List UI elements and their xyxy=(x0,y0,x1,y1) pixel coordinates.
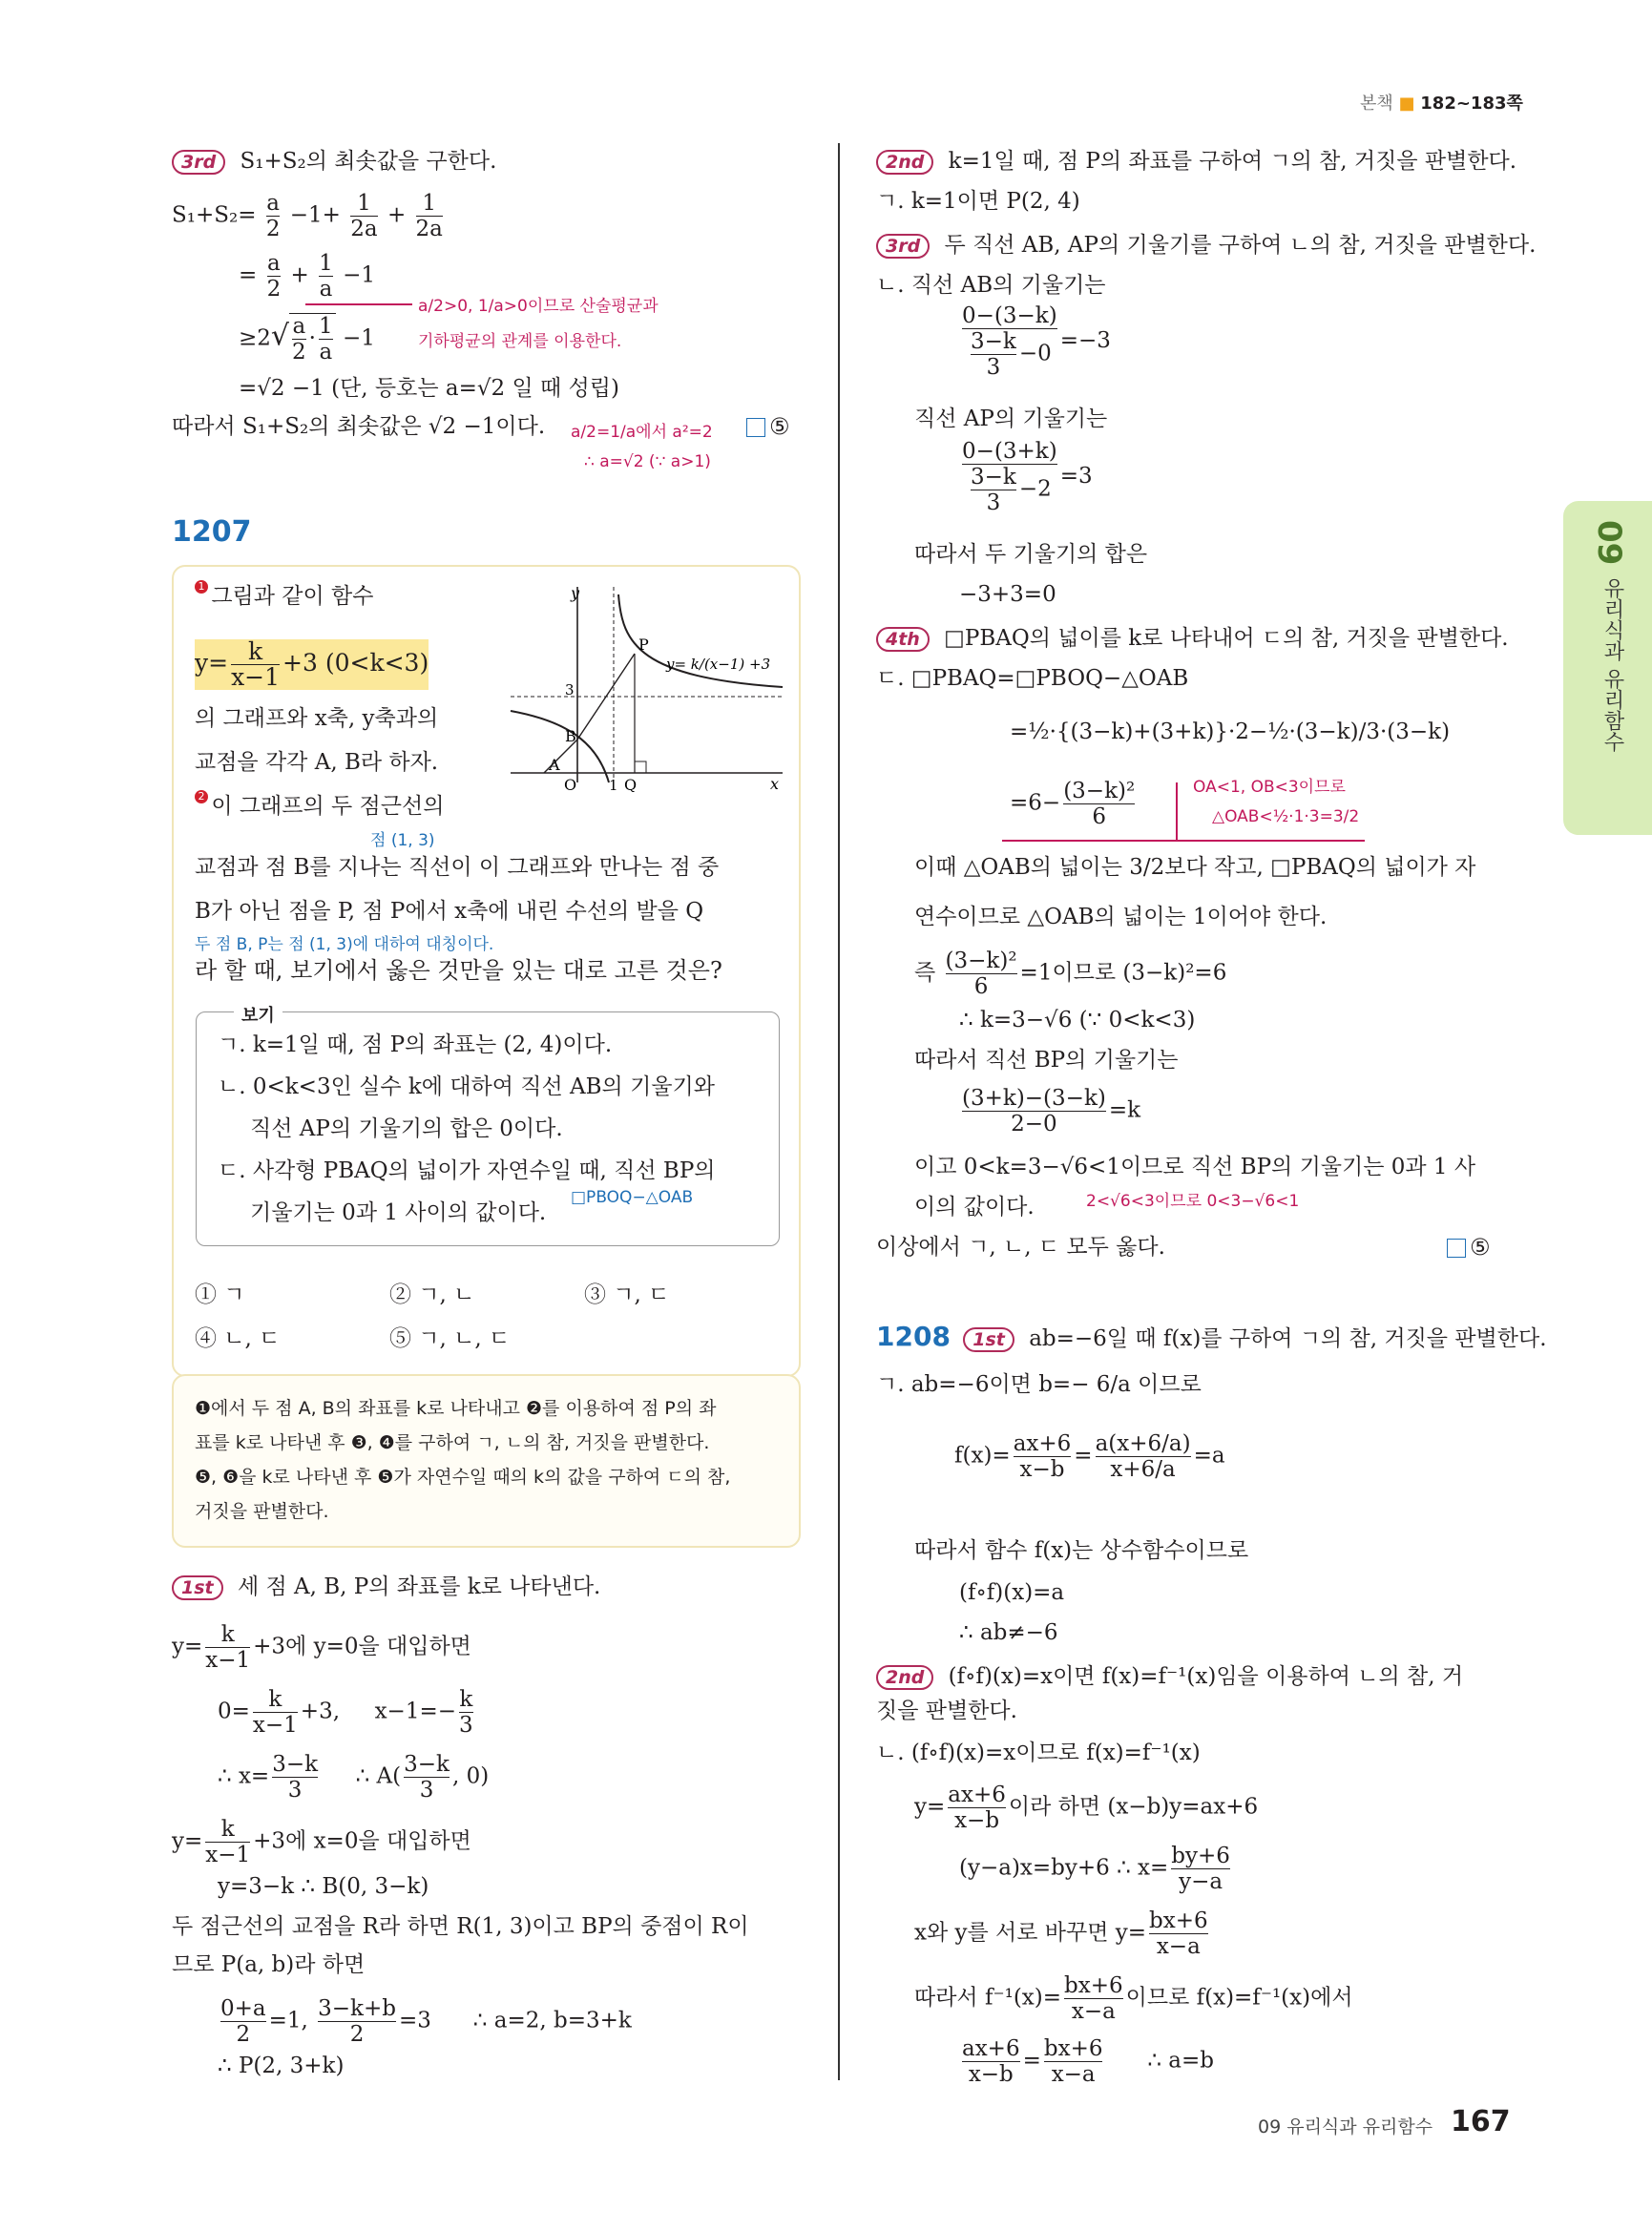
graph-b-label: B xyxy=(565,727,576,745)
answer-mark xyxy=(746,410,790,443)
sol-line-5: y=3−k ∴ B(0, 3−k) xyxy=(218,1874,429,1899)
fraction: $\frac{1}{a}$ xyxy=(319,251,333,302)
fraction: $\frac{3-k}{3}$ xyxy=(970,329,1016,380)
sol-text: =3 xyxy=(399,2008,431,2033)
bogi-item-2: ㄴ. 0<k<3인 실수 k에 대하여 직선 AB의 기울기와 xyxy=(218,1074,715,1099)
step-2nd-1208 xyxy=(876,1660,1463,1693)
fraction: $\frac{k}{3}$ xyxy=(459,1687,473,1738)
page-range-header: 본책 ■ 182~183쪽 xyxy=(1360,94,1523,114)
note-eq-2: ∴ a=√2 (∵ a>1) xyxy=(584,452,711,471)
right-text: = xyxy=(1074,1443,1093,1469)
sol-text: ∴ x= xyxy=(218,1763,270,1789)
right-line-11: 이때 △OAB의 넓이는 3/2보다 작고, □PBAQ의 넓이가 자 xyxy=(914,855,1476,880)
right-q11 xyxy=(959,2036,1214,2087)
bogi-item-3: 직선 AP의 기울기의 합은 0이다. xyxy=(250,1116,563,1141)
step-title: ab=−6일 때 f(x)를 구하여 ㄱ의 참, 거짓을 판별한다. xyxy=(1029,1326,1547,1351)
step-badge: 3rd xyxy=(876,234,930,259)
note-area-2: △OAB<½·1·3=3/2 xyxy=(1212,807,1360,826)
sol-line-8 xyxy=(218,1996,632,2047)
fraction: $\frac{0+a}{2}$ xyxy=(220,1996,266,2047)
chapter-tab xyxy=(1563,501,1652,835)
eq-text: + xyxy=(290,262,309,288)
right-text: = xyxy=(1022,2048,1041,2074)
fraction: $\frac{3-k+b}{2}$ xyxy=(318,1996,396,2047)
problem-line-4: 교점을 각각 A, B라 하자. xyxy=(195,750,439,775)
fraction: 0−(3−k) $\frac{3-k}{3}$ −0 xyxy=(962,303,1057,380)
eq-text: = xyxy=(239,262,258,288)
fraction: $\frac{a}{2}$ xyxy=(292,314,306,365)
choice-1[interactable]: ① ㄱ xyxy=(195,1282,245,1307)
eq-text: ≥2 xyxy=(239,325,271,351)
right-line-14: ∴ k=3−√6 (∵ 0<k<3) xyxy=(959,1008,1196,1032)
right-line-9: =½·{(3−k)+(3+k)}·2−½·(3−k)/3·(3−k) xyxy=(1010,719,1451,744)
marker-2: 2 xyxy=(195,790,208,803)
fraction: 0−(3+k) $\frac{3-k}{3}$ −2 xyxy=(962,439,1057,515)
eq-text: + xyxy=(387,202,407,228)
right-text: y= xyxy=(914,1794,946,1820)
right-text: 즉 xyxy=(914,960,936,986)
sol-text: , 0) xyxy=(451,1763,490,1789)
eq-line-1 xyxy=(172,191,446,241)
graph-p-label: P xyxy=(638,636,649,654)
problem-line-2: y= $\frac{k}{x-1}$ +3 (0<k<3) xyxy=(195,637,429,691)
step-2nd-right xyxy=(876,145,1516,177)
chapter-tab-title: 유리식과 유리함수 xyxy=(1600,577,1624,752)
right-q8 xyxy=(959,1844,1233,1894)
right-text: =k xyxy=(1108,1097,1141,1123)
eq-text: −1 xyxy=(343,262,375,288)
fraction: $\frac{3-k}{3}$ xyxy=(404,1752,450,1803)
graph-three-label: 3 xyxy=(565,681,575,698)
right-text: =a xyxy=(1193,1443,1225,1469)
right-text: =6− xyxy=(1010,790,1061,816)
fraction: $\frac{bx+6}{x-a}$ xyxy=(1043,2036,1103,2087)
step-4th-right xyxy=(876,622,1509,655)
bogi-label: 보기 xyxy=(234,1002,282,1027)
fraction: $\frac{\text{(3−k)²}}{6}$ xyxy=(945,949,1017,999)
sol-text: 0= xyxy=(218,1699,250,1724)
right-q5: ∴ ab≠−6 xyxy=(959,1620,1058,1645)
fraction: $\frac{\text{(3−k)²}}{6}$ xyxy=(1063,779,1136,829)
step-3rd-right xyxy=(876,229,1536,261)
fraction: $\frac{k}{x-1}$ xyxy=(252,1687,298,1738)
problem-line-6: 교점과 점 B를 지나는 직선이 이 그래프와 만나는 점 중 xyxy=(195,855,720,880)
step-title: S₁+S₂의 최솟값을 구한다. xyxy=(240,149,497,174)
choice-2[interactable]: ② ㄱ, ㄴ xyxy=(389,1282,475,1307)
step-badge: 1st xyxy=(963,1327,1014,1352)
problem-1208-header xyxy=(876,1321,1547,1355)
strategy-line: 표를 k로 나타낸 후 ❸, ❹를 구하여 ㄱ, ㄴ의 참, 거짓을 판별한다. xyxy=(195,1432,710,1453)
right-q1: ㄱ. ab=−6이면 b=− 6/a 이므로 xyxy=(876,1372,1202,1397)
choice-4[interactable]: ④ ㄴ, ㄷ xyxy=(195,1326,281,1351)
hint-area: □PBOQ−△OAB xyxy=(571,1188,694,1207)
fraction: $\frac{by+6}{y-a}$ xyxy=(1171,1844,1230,1894)
right-line-13 xyxy=(914,949,1226,999)
right-text: =−3 xyxy=(1059,328,1111,353)
problem-line-3: 의 그래프와 x축, y축과의 xyxy=(195,706,439,731)
slope-bp xyxy=(959,1086,1140,1136)
right-text: 이라 하면 (x−b)y=ax+6 xyxy=(1008,1794,1259,1820)
function-graph xyxy=(506,577,792,792)
graph-y-label: y xyxy=(571,584,580,602)
sol-text: +3에 x=0을 대입하면 xyxy=(253,1828,471,1854)
step-3rd-left xyxy=(172,145,496,177)
right-q10 xyxy=(914,1973,1353,2024)
right-text: 따라서 f⁻¹(x)= xyxy=(914,1985,1062,2011)
fraction: $\frac{k}{x-1}$ xyxy=(231,637,281,691)
choice-5[interactable]: ⑤ ㄱ, ㄴ, ㄷ xyxy=(389,1326,511,1351)
right-text: f(x)= xyxy=(954,1443,1011,1469)
header-book: 본책 xyxy=(1360,94,1393,114)
column-divider xyxy=(838,143,840,2080)
bogi-item-5: 기울기는 0과 1 사이의 값이다. xyxy=(250,1200,547,1225)
note-eq-1: a/2=1/a에서 a²=2 xyxy=(571,423,713,442)
note-am-gm-2: 기하평균의 관계를 이용한다. xyxy=(418,332,622,351)
right-line-4: 직선 AP의 기울기는 xyxy=(914,407,1108,431)
note-bracket xyxy=(1176,782,1178,840)
eq-text: S₁+S₂= xyxy=(172,202,257,228)
fraction: $\frac{bx+6}{x-a}$ xyxy=(1064,1973,1123,2024)
sol-text: =1, xyxy=(268,2008,308,2033)
right-q4: (f∘f)(x)=a xyxy=(959,1580,1065,1605)
graph-function-label: y= k/(x−1) +3 xyxy=(666,656,771,673)
right-text: =1이므로 (3−k)²=6 xyxy=(1019,960,1227,986)
sol-text: ∴ a=2, b=3+k xyxy=(472,2008,632,2033)
right-text: (y−a)x=by+6 ∴ x= xyxy=(959,1855,1169,1881)
fraction: $\frac{ax+6}{x-b}$ xyxy=(962,2036,1020,2087)
sol-line-2 xyxy=(218,1687,476,1738)
eq-text: −1 xyxy=(342,325,375,351)
sol-line-9: ∴ P(2, 3+k) xyxy=(218,2054,345,2078)
right-text: ∴ a=b xyxy=(1147,2048,1215,2074)
problem-line-5 xyxy=(195,790,444,823)
right-line-15: 따라서 직선 BP의 기울기는 xyxy=(914,1048,1179,1073)
right-line-2: ㄴ. 직선 AB의 기울기는 xyxy=(876,273,1106,298)
right-q2 xyxy=(954,1431,1225,1482)
strategy-line: ❺, ❻을 k로 나타낸 후 ❺가 자연수일 때의 k의 값을 구하여 ㄷ의 참, xyxy=(195,1467,731,1488)
right-line-18: 이의 값이다. xyxy=(914,1195,1035,1220)
graph-x-label: x xyxy=(770,775,780,792)
note-sqrt6: 2<√6<3이므로 0<3−√6<1 xyxy=(1086,1192,1300,1211)
graph-one-label: 1 xyxy=(609,777,618,792)
slope-ab xyxy=(959,303,1111,380)
chapter-tab-number: 09 xyxy=(1590,520,1628,566)
answer-icon xyxy=(746,418,765,437)
choice-3[interactable]: ③ ㄱ, ㄷ xyxy=(584,1282,670,1307)
eq-text: −1+ xyxy=(289,202,341,228)
right-line-19: 이상에서 ㄱ, ㄴ, ㄷ 모두 옳다. xyxy=(876,1235,1165,1260)
note-underline xyxy=(1002,840,1365,842)
step-2nd-1208-cont: 짓을 판별한다. xyxy=(876,1699,1017,1723)
right-q9 xyxy=(914,1908,1211,1959)
eq-line-3: ≥2√ $\frac{a}{2}$ · $\frac{1}{a}$ −1 xyxy=(239,314,375,365)
fraction: $\frac{a(x+6/a)}{x+6/a}$ xyxy=(1095,1431,1191,1482)
fraction: $\frac{a}{2}$ xyxy=(265,191,281,241)
footer-page-number: 167 xyxy=(1451,2105,1511,2138)
fraction: $\frac{ax+6}{x-b}$ xyxy=(1013,1431,1072,1482)
sol-line-7: 므로 P(a, b)라 하면 xyxy=(172,1952,366,1977)
eq-line-4: =√2 −1 (단, 등호는 a=√2 일 때 성립) xyxy=(239,376,619,401)
strategy-line: ❶에서 두 점 A, B의 좌표를 k로 나타내고 ❷를 이용하여 점 P의 좌 xyxy=(195,1398,717,1419)
hint-asymptote: 점 (1, 3) xyxy=(370,831,435,850)
step-badge: 4th xyxy=(876,627,930,652)
sol-line-6: 두 점근선의 교점을 R라 하면 R(1, 3)이고 BP의 중점이 R이 xyxy=(172,1914,749,1939)
right-q7 xyxy=(914,1783,1258,1833)
strategy-text xyxy=(195,1391,730,1529)
problem-number: 1207 xyxy=(172,515,252,549)
graph-o-label: O xyxy=(564,776,577,792)
slope-ap xyxy=(959,439,1093,515)
fraction: $\frac{k}{x-1}$ xyxy=(205,1817,251,1867)
fraction: $\frac{3-k}{3}$ xyxy=(272,1752,319,1803)
sol-line-4: y= $\frac{k}{x-1}$ +3에 x=0을 대입하면 xyxy=(172,1817,471,1867)
graph-q-label: Q xyxy=(624,776,638,792)
sol-line-1: y= $\frac{k}{x-1}$ +3에 y=0을 대입하면 xyxy=(172,1622,471,1673)
eq-line-2 xyxy=(239,251,375,302)
hint-symmetry: 두 점 B, P는 점 (1, 3)에 대하여 대칭이다. xyxy=(195,935,494,954)
bogi-item-4: ㄷ. 사각형 PBAQ의 넓이가 자연수일 때, 직선 BP의 xyxy=(218,1158,716,1183)
fraction: $\frac{1}{2a}$ xyxy=(415,191,443,241)
step-badge: 3rd xyxy=(172,150,225,175)
note-leader xyxy=(305,303,412,305)
strategy-line: 거짓을 판별한다. xyxy=(195,1501,329,1522)
fraction: $\frac{3-k}{3}$ xyxy=(970,465,1016,515)
fraction: $\frac{bx+6}{x-a}$ xyxy=(1149,1908,1208,1959)
answer-icon xyxy=(1447,1239,1466,1258)
step-title: (f∘f)(x)=x이면 f(x)=f⁻¹(x)임을 이용하여 ㄴ의 참, 거 xyxy=(948,1664,1464,1689)
right-text: 이므로 f(x)=f⁻¹(x)에서 xyxy=(1125,1985,1353,2011)
right-line-1: ㄱ. k=1이면 P(2, 4) xyxy=(876,189,1080,214)
right-line-17: 이고 0<k=3−√6<1이므로 직선 BP의 기울기는 0과 1 사 xyxy=(914,1155,1476,1179)
right-line-8: ㄷ. □PBAQ=□PBOQ−△OAB xyxy=(876,666,1189,691)
right-line-7: −3+3=0 xyxy=(959,582,1056,607)
fraction: $\frac{a}{2}$ xyxy=(266,251,282,302)
header-pages: 182~183쪽 xyxy=(1420,94,1523,114)
sol-text: +3에 y=0을 대입하면 xyxy=(253,1634,471,1659)
conclusion-line: 따라서 S₁+S₂의 최솟값은 √2 −1이다. xyxy=(172,414,546,439)
right-q3: 따라서 함수 f(x)는 상수함수이므로 xyxy=(914,1538,1249,1563)
fraction: $\frac{1}{a}$ xyxy=(318,314,333,365)
right-line-12: 연수이므로 △OAB의 넓이는 1이어야 한다. xyxy=(914,905,1328,929)
graph-a-label: A xyxy=(549,756,560,774)
note-am-gm-1: a/2>0, 1/a>0이므로 산술평균과 xyxy=(418,297,659,316)
step-title: □PBAQ의 넓이를 k로 나타내어 ㄷ의 참, 거짓을 판별한다. xyxy=(944,626,1509,651)
bogi-item-1: ㄱ. k=1일 때, 점 P의 좌표는 (2, 4)이다. xyxy=(218,1032,613,1057)
problem-line-1 xyxy=(195,580,373,613)
note-area-1: OA<1, OB<3이므로 xyxy=(1193,778,1346,797)
problem-line-7: B가 아닌 점을 P, 점 P에서 x축에 내린 수선의 발을 Q xyxy=(195,899,704,924)
step-title: 두 직선 AB, AP의 기울기를 구하여 ㄴ의 참, 거짓을 판별한다. xyxy=(944,233,1537,258)
step-badge: 1st xyxy=(172,1575,223,1600)
fraction: $\frac{k}{x-1}$ xyxy=(205,1622,251,1673)
answer-value: ⑤ xyxy=(769,413,790,440)
problem-text: 이 그래프의 두 점근선의 xyxy=(211,794,445,819)
right-line-6: 따라서 두 기울기의 합은 xyxy=(914,542,1148,567)
problem-number-1208: 1208 xyxy=(876,1321,951,1352)
right-angle-mark xyxy=(635,761,646,773)
step-1st-left xyxy=(172,1571,600,1603)
sol-text: x−1=− xyxy=(374,1699,456,1724)
sol-text: ∴ A( xyxy=(355,1763,402,1789)
step-title: 세 점 A, B, P의 좌표를 k로 나타낸다. xyxy=(237,1574,601,1599)
answer-value: ⑤ xyxy=(1470,1234,1491,1261)
problem-line-8: 라 할 때, 보기에서 옳은 것만을 있는 대로 고른 것은? xyxy=(195,957,722,984)
footer-chapter: 09 유리식과 유리함수 xyxy=(1258,2116,1433,2137)
right-text: =3 xyxy=(1059,464,1093,489)
step-badge: 2nd xyxy=(876,1665,933,1690)
step-badge: 2nd xyxy=(876,150,933,175)
right-text: x와 y를 서로 바꾸면 y= xyxy=(914,1920,1147,1946)
right-line-10 xyxy=(1010,779,1138,829)
sol-line-3 xyxy=(218,1752,489,1803)
step-title: k=1일 때, 점 P의 좌표를 구하여 ㄱ의 참, 거짓을 판별한다. xyxy=(948,149,1517,174)
problem-text: 그림과 같이 함수 xyxy=(211,584,374,609)
answer-mark-right xyxy=(1447,1231,1491,1263)
marker-1: 1 xyxy=(195,580,208,594)
fraction: $\frac{ax+6}{x-b}$ xyxy=(948,1783,1006,1833)
fraction: $\frac{(3+k)-(3-k)}{2-0}$ xyxy=(962,1086,1106,1136)
right-q6: ㄴ. (f∘f)(x)=x이므로 f(x)=f⁻¹(x) xyxy=(876,1741,1201,1765)
sol-text: +3, xyxy=(300,1699,341,1724)
fraction: $\frac{1}{2a}$ xyxy=(350,191,378,241)
